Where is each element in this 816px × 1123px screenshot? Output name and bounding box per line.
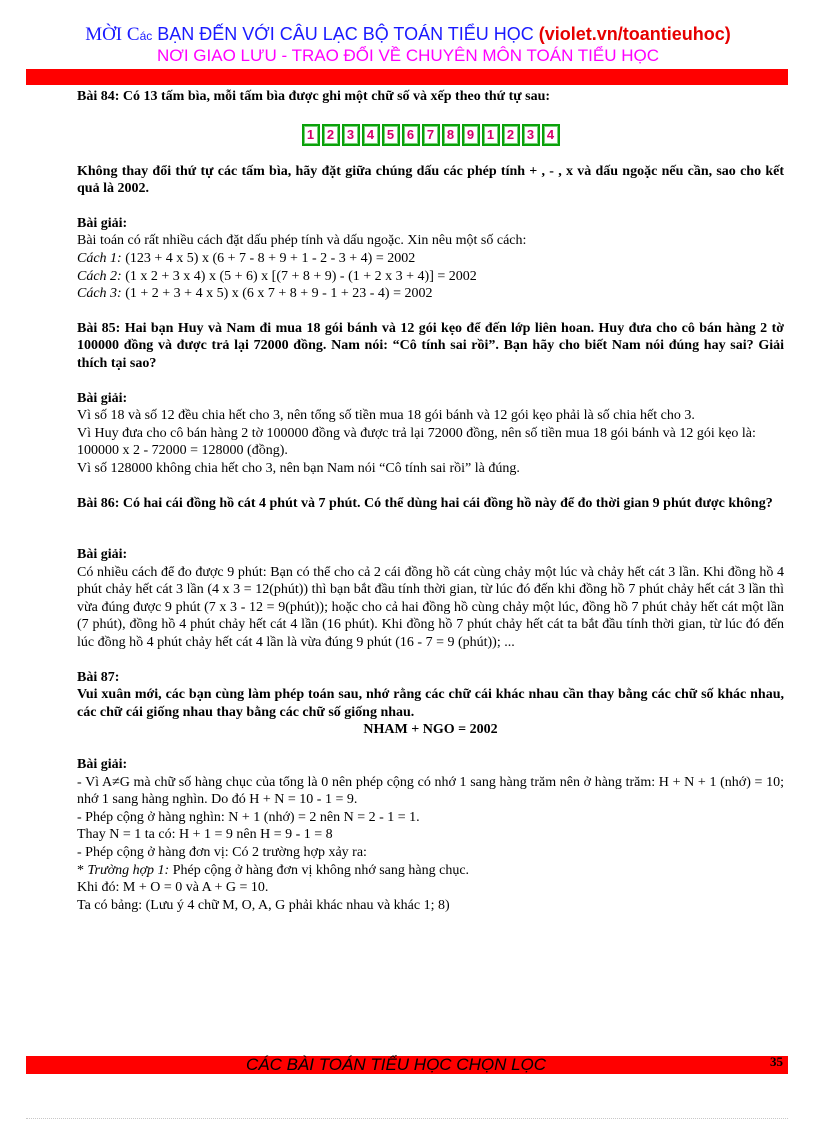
bai84-way-2 (77, 268, 784, 286)
way-label: Cách 1: (77, 250, 122, 266)
bai85-line: Vì số 128000 không chia hết cho 3, nên bạn Nam nói “Cô tính sai rồi” là đúng. (77, 460, 520, 476)
tile: 2 (502, 124, 520, 146)
tile: 4 (542, 124, 560, 146)
bai86-text: Có nhiều cách để đo được 9 phút: Bạn có thể cho cả 2 cái đồng hồ cát cùng chảy một lúc và chảy hết cát 3 lần. Khi đồng hồ 4 phút chảy hết cát 3 lần (4 x 3 = 12(phút)) thì bạn bắt đầu tính thời gian, từ lúc đó đến khi đồng hồ 7 phút chảy hết cát 3 lần thì vừa đúng được 9 phút (7 x 3 - 12 = 9(phút)); hoặc cho cả hai đồng hồ cùng chảy một lúc, đồng hồ 7 phút chảy hết cát một lần (7 phút), đồng hồ 4 phút chảy hết cát 4 lần (16 phút). Khi đồng hồ 7 phút chảy hết cát ta bắt đầu tính thời gian, từ lúc đó đến lúc đồng hồ 4 phút chảy hết cát 4 lần là vừa đúng 9 phút (16 - 7 = 9 (phút)); ... (77, 564, 784, 651)
case-label: Trường hợp 1: (87, 862, 170, 878)
bai87-line: - Vì A≠G mà chữ số hàng chục của tổng là 0 nên phép cộng có nhớ 1 sang hàng trăm nên ở hàng trăm: H + N + 1 (nhớ) = 10; nhớ 1 sang hàng nghìn. Do đó H + N = 10 - 1 = 9. (77, 774, 784, 808)
bai84-intro: Bài toán có rất nhiều cách đặt dấu phép tính và dấu ngoặc. Xin nêu một số cách: (77, 233, 527, 249)
header-rest: ĐẾN VỚI CÂU LẠC BỘ TOÁN TIỂU HỌC (194, 24, 534, 44)
header-line-2: NƠI GIAO LƯU - TRAO ĐỔI VỀ CHUYÊN MÔN TOÁN TIỂU HỌC (156, 46, 659, 65)
way-expr: (123 + 4 x 5) x (6 + 7 - 8 + 9 + 1 - 2 - 3 + 4) = 2002 (121, 250, 416, 266)
way-label: Cách 2: (77, 268, 122, 284)
bai85-title: Bài 85: Hai bạn Huy và Nam đi mua 18 gói bánh và 12 gói kẹo để đến lớp liên hoan. Huy đưa cho cô bán hàng 2 tờ 100000 đồng và được trả lại 72000 đồng. Nam nói: “Cô tính sai rồi”. Bạn hãy cho biết Nam nói đúng hay sai? Giải thích tại sao? (77, 320, 784, 371)
header-red-bar (26, 69, 788, 85)
bai87-case-1 (77, 862, 784, 880)
header-ban: BẠN (152, 24, 195, 44)
tile: 7 (422, 124, 440, 146)
tile: 9 (462, 124, 480, 146)
header-link[interactable]: (violet.vn/toantieuhoc) (533, 24, 731, 44)
bai87-title: Bài 87: (77, 669, 120, 685)
bai87-solution-label: Bài giải: (77, 757, 128, 773)
bai85-solution-label: Bài giải: (77, 390, 128, 406)
way-expr: (1 x 2 + 3 x 4) x (5 + 6) x [(7 + 8 + 9) - (1 + 2 x 3 + 4)] = 2002 (121, 268, 477, 284)
bai85-line: 100000 x 2 - 72000 = 128000 (đồng). (77, 443, 288, 459)
bai87-line-when: Khi đó: M + O = 0 và A + G = 10. (77, 880, 269, 896)
bai85-line: Vì Huy đưa cho cô bán hàng 2 tờ 100000 đồng và được trả lại 72000 đồng, nên số tiền mua 18 gói bánh và 12 gói kẹo là: (77, 425, 756, 441)
bai85-line: Vì số 18 và số 12 đều chia hết cho 3, nên tổng số tiền mua 18 gói bánh và 12 gói kẹo phải là số chia hết cho 3. (77, 408, 695, 424)
number-tiles (77, 124, 784, 146)
bai87-line: Thay N = 1 ta có: H + 1 = 9 nên H = 9 - 1 = 8 (77, 827, 333, 843)
header-moi: MỜI C (85, 24, 140, 45)
footer-title: CÁC BÀI TOÁN TIỂU HỌC CHỌN LỌC (245, 1055, 547, 1074)
page-content (77, 88, 784, 914)
case-prefix: * (77, 862, 88, 878)
bai84-title: Bài 84: Có 13 tấm bìa, mỗi tấm bìa được ghi một chữ số và xếp theo thứ tự sau: (77, 89, 551, 104)
tile: 5 (382, 124, 400, 146)
tile: 3 (522, 124, 540, 146)
bai84-way-3 (77, 285, 784, 303)
bai84-way-1 (77, 250, 784, 268)
bai84-solution-label: Bài giải: (77, 215, 128, 231)
bai84-question: Không thay đổi thứ tự các tấm bìa, hãy đặt giữa chúng dấu các phép tính + , - , x và dấu ngoặc nếu cần, sao cho kết quả là 2002. (77, 163, 784, 197)
tile: 4 (362, 124, 380, 146)
tile: 6 (402, 124, 420, 146)
bai87-line: - Phép cộng ở hàng đơn vị: Có 2 trường hợp xảy ra: (77, 845, 367, 860)
tile: 8 (442, 124, 460, 146)
tile: 2 (322, 124, 340, 146)
tile: 1 (482, 124, 500, 146)
bai87-question: Vui xuân mới, các bạn cùng làm phép toán sau, nhớ rằng các chữ cái khác nhau cần thay bằng các chữ số khác nhau, các chữ cái giống nhau thay bằng các chữ số giống nhau. (77, 687, 784, 720)
bai87-equation: NHAM + NGO = 2002 (363, 722, 498, 738)
bai87-line-table: Ta có bảng: (Lưu ý 4 chữ M, O, A, G phải khác nhau và khác 1; 8) (77, 897, 450, 913)
bottom-dotted-line (26, 1118, 788, 1119)
way-expr: (1 + 2 + 3 + 4 x 5) x (6 x 7 + 8 + 9 - 1 + 23 - 4) = 2002 (121, 286, 433, 302)
bai86-solution-label: Bài giải: (77, 547, 128, 563)
bai87-line: - Phép cộng ở hàng nghìn: N + 1 (nhớ) = 2 nên N = 2 - 1 = 1. (77, 809, 420, 825)
bai86-title: Bài 86: Có hai cái đồng hồ cát 4 phút và 7 phút. Có thể dùng hai cái đồng hồ này để đo thời gian 9 phút được không? (77, 495, 773, 511)
header-ec: ác (139, 29, 153, 43)
tile: 1 (302, 124, 320, 146)
way-label: Cách 3: (77, 286, 122, 302)
tile: 3 (342, 124, 360, 146)
case-text: Phép cộng ở hàng đơn vị không nhớ sang hàng chục. (169, 862, 470, 878)
page-number: 35 (770, 1054, 783, 1069)
header-line-1 (0, 24, 816, 46)
